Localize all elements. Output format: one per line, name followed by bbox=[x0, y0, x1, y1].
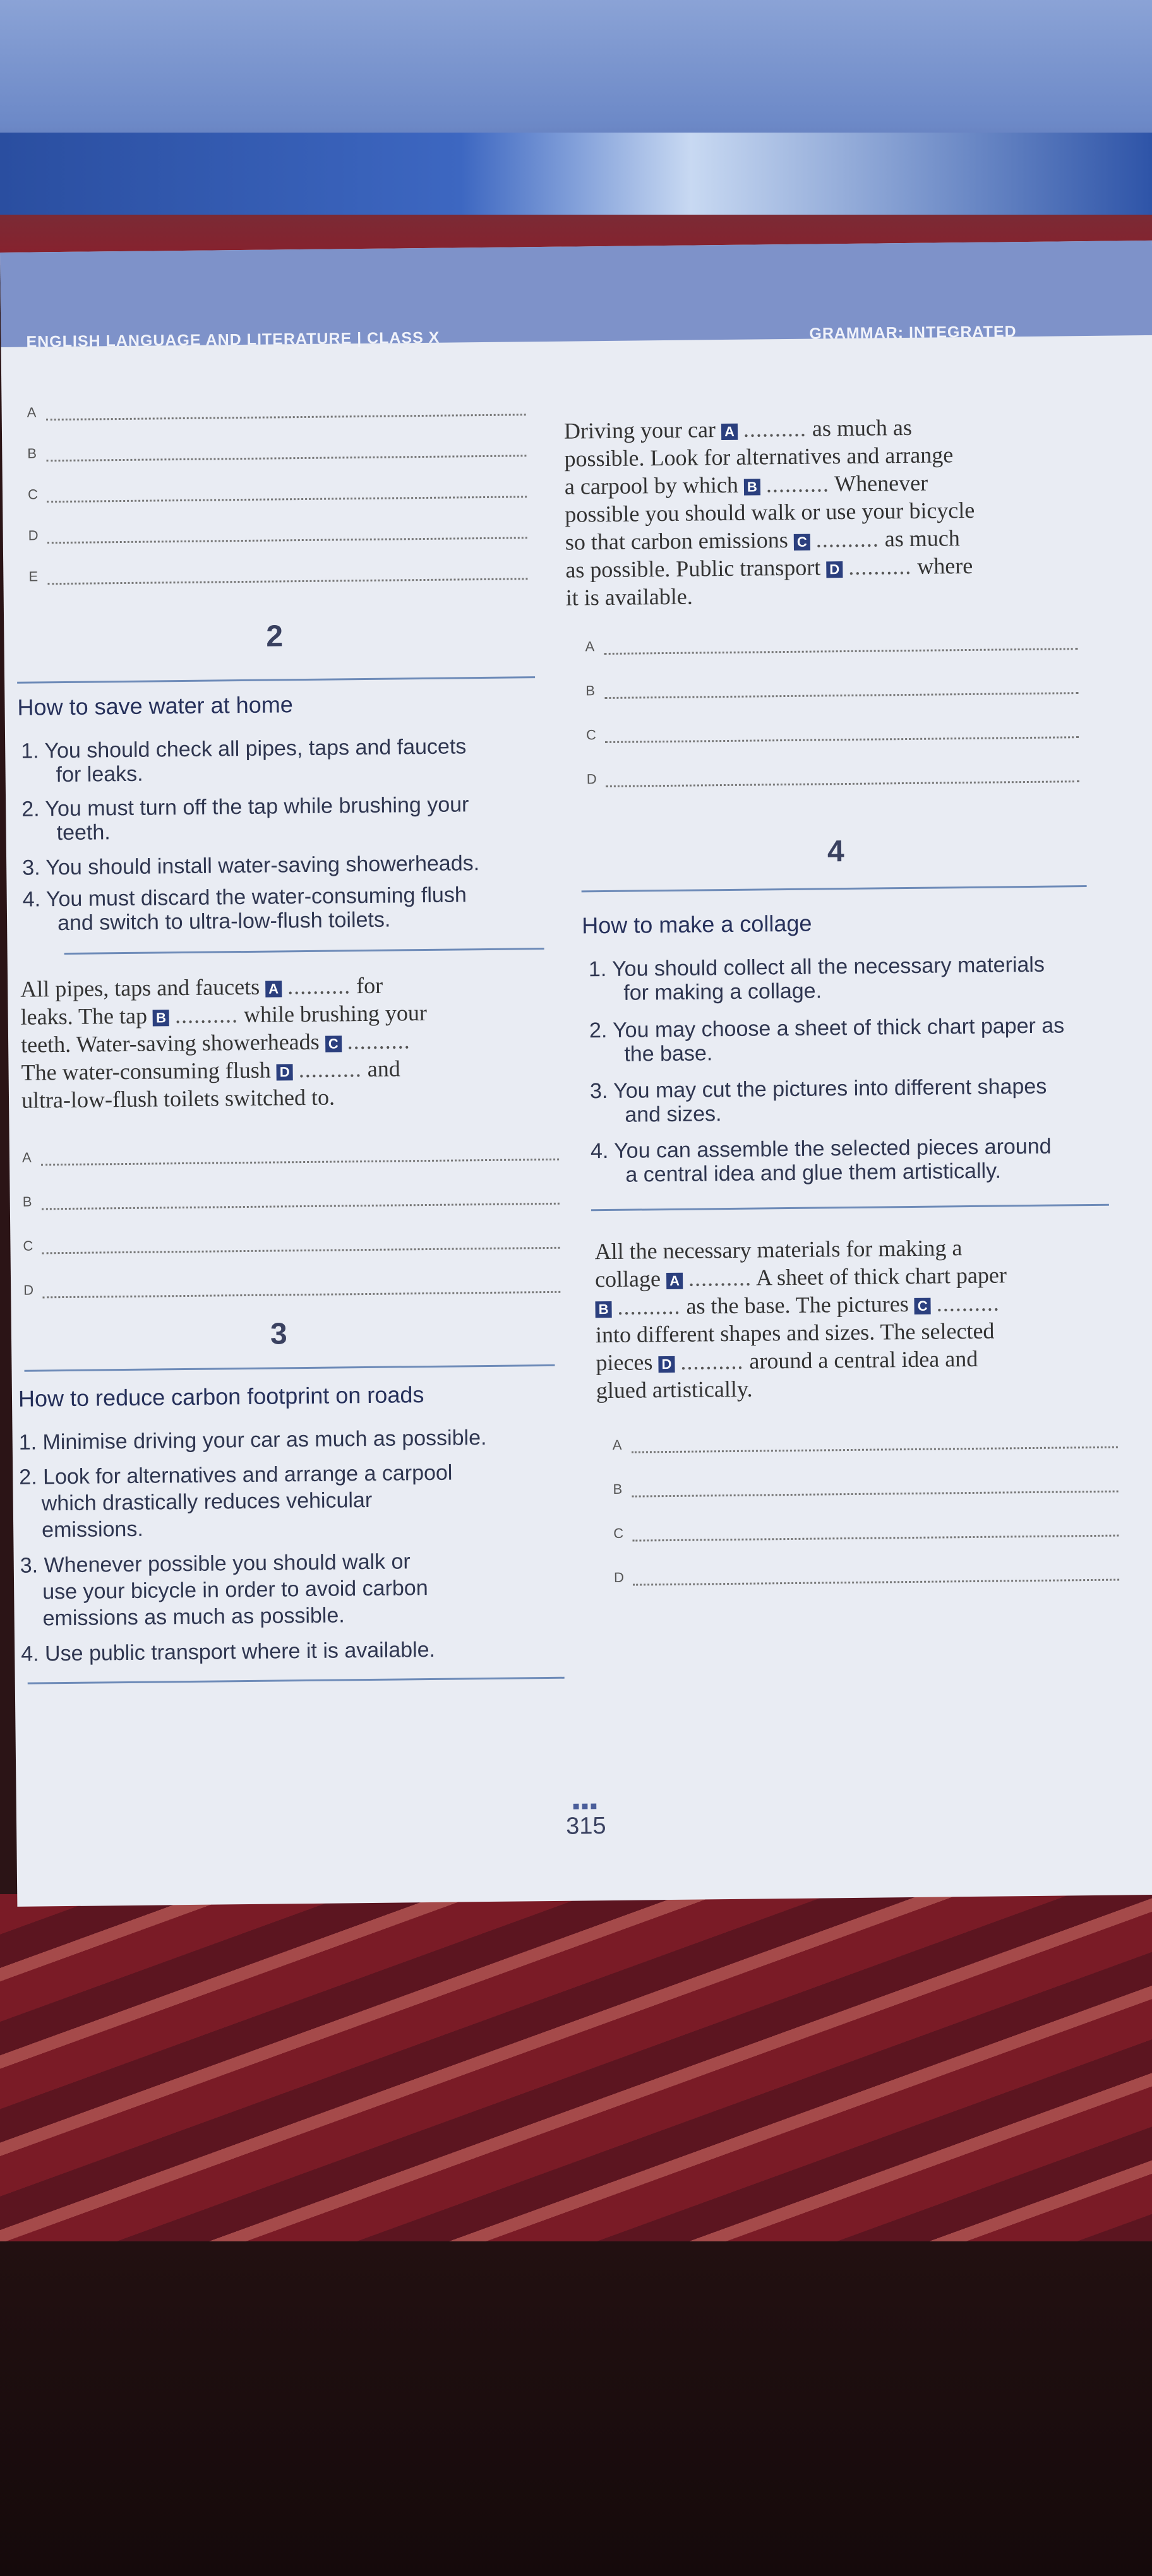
answer-line-b[interactable]: B bbox=[23, 1184, 560, 1215]
answer-line-a[interactable]: A bbox=[613, 1428, 1118, 1458]
section-3-item: emissions as much as possible. bbox=[42, 1603, 345, 1631]
section-2-rule-bottom bbox=[64, 948, 544, 955]
section-4-item: 3. You may cut the pictures into different shapes bbox=[589, 1074, 1047, 1104]
section-4-item: for making a collage. bbox=[623, 979, 822, 1005]
section-2-item: 3. You should install water-saving showerheads. bbox=[22, 851, 480, 880]
section-3-item: use your bicycle in order to avoid carbon bbox=[42, 1576, 428, 1604]
section-3-item: 4. Use public transport where it is available. bbox=[21, 1637, 436, 1666]
page-mark: ■■■ bbox=[572, 1799, 599, 1813]
answer-line-c[interactable]: C bbox=[28, 477, 527, 508]
section-2-item: teeth. bbox=[56, 820, 111, 845]
section-3-rule bbox=[25, 1364, 555, 1372]
section-3-item: which drastically reduces vehicular bbox=[41, 1488, 373, 1516]
section-4-item: a central idea and glue them artistically. bbox=[625, 1159, 1002, 1187]
section-2-title: How to save water at home bbox=[17, 691, 293, 720]
carbon-paragraph: Driving your car A .......... as much as possible. Look for alternatives and arrange a carpool by which B .......... Whenever possible you should walk or use your bicycle so that carbon emissions C .......... as much as possible. Public transport D .......... where it is available. bbox=[563, 414, 975, 611]
answer-line-b[interactable]: B bbox=[585, 674, 1078, 704]
section-4-number: 4 bbox=[827, 835, 844, 869]
section-4-rule-bottom bbox=[591, 1204, 1109, 1212]
section-2-item: 2. You must turn off the tap while brushing your bbox=[21, 792, 469, 821]
section-4-item: 1. You should collect all the necessary materials bbox=[588, 952, 1045, 982]
section-2-number: 2 bbox=[266, 619, 284, 653]
answer-line-d[interactable]: D bbox=[28, 518, 527, 549]
section-4-item: 2. You may choose a sheet of thick chart paper as bbox=[589, 1013, 1065, 1043]
section-2-item: for leaks. bbox=[56, 761, 143, 787]
section-4-item: and sizes. bbox=[625, 1102, 722, 1127]
answer-line-d[interactable]: D bbox=[23, 1273, 560, 1304]
section-3-item: 2. Look for alternatives and arrange a carpool bbox=[19, 1460, 453, 1489]
answer-line-c[interactable]: C bbox=[23, 1229, 560, 1260]
section-4-title: How to make a collage bbox=[581, 910, 812, 939]
section-2-item: and switch to ultra-low-flush toilets. bbox=[57, 907, 391, 936]
section-3-item: 1. Minimise driving your car as much as possible. bbox=[18, 1426, 487, 1455]
answer-line-d[interactable]: D bbox=[614, 1561, 1119, 1591]
section-4-item: the base. bbox=[624, 1041, 713, 1066]
answer-line-d[interactable]: D bbox=[587, 762, 1079, 792]
answer-line-b[interactable]: B bbox=[27, 436, 526, 467]
page-number-block bbox=[566, 1799, 606, 1840]
box-label-strip bbox=[0, 133, 1152, 215]
section-3-number: 3 bbox=[270, 1317, 287, 1351]
answer-line-a[interactable]: A bbox=[27, 395, 525, 426]
section-3-item: emissions. bbox=[41, 1517, 143, 1542]
answer-line-c[interactable]: C bbox=[613, 1517, 1119, 1547]
worksheet-page bbox=[0, 241, 1152, 1907]
answer-line-a[interactable]: A bbox=[22, 1140, 559, 1171]
header-subject: ENGLISH LANGUAGE AND LITERATURE | CLASS X bbox=[26, 328, 440, 351]
section-3-title: How to reduce carbon footprint on roads bbox=[18, 1381, 424, 1412]
answer-line-c[interactable]: C bbox=[586, 718, 1079, 748]
section-4-rule bbox=[582, 885, 1087, 892]
header-topic: GRAMMAR: INTEGRATED bbox=[809, 323, 1017, 343]
dark-floor bbox=[0, 2241, 1152, 2576]
answer-line-a[interactable]: A bbox=[585, 629, 1077, 660]
section-2-rule bbox=[17, 676, 535, 684]
water-paragraph: All pipes, taps and faucets A .......... for leaks. The tap B .......... while brushing your teeth. Water-saving showerheads C .......... The water-consuming flush D .......... and ultra-low-flush toilets switched to. bbox=[20, 972, 428, 1113]
section-2-item: 1. You should check all pipes, taps and faucets bbox=[21, 734, 467, 763]
answer-line-e[interactable]: E bbox=[28, 559, 527, 590]
collage-paragraph: All the necessary materials for making a collage A .......... A sheet of thick chart paper B .......... as the base. The pictures C .......... into different shapes and sizes. The selected pieces D .......... around a central idea and glued artistically. bbox=[594, 1235, 1007, 1404]
section-4-item: 4. You can assemble the selected pieces around bbox=[590, 1134, 1052, 1164]
section-3-item: 3. Whenever possible you should walk or bbox=[20, 1549, 411, 1578]
section-3-rule-bottom bbox=[28, 1677, 565, 1685]
section-2-item: 4. You must discard the water-consuming flush bbox=[22, 883, 467, 912]
page-number: 315 bbox=[565, 1813, 606, 1840]
answer-line-b[interactable]: B bbox=[613, 1472, 1118, 1503]
